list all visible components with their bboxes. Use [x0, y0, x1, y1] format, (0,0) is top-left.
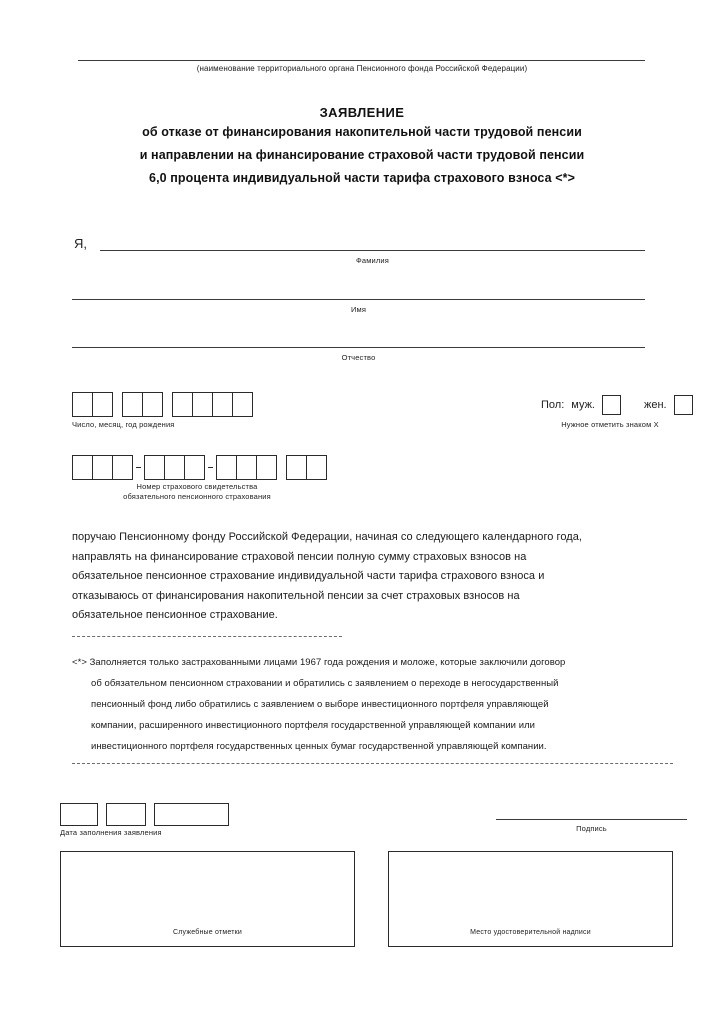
fill-date-field[interactable]	[60, 803, 229, 826]
official-marks-label: Служебные отметки	[173, 929, 242, 936]
snils-separator-2	[205, 455, 216, 480]
ya-label: Я,	[74, 236, 87, 251]
birth-date-cells[interactable]	[72, 392, 253, 417]
snils-g4-cell-2[interactable]	[306, 455, 327, 480]
fill-date-day-box[interactable]	[60, 803, 98, 826]
certification-panel[interactable]	[388, 851, 673, 947]
patronymic-caption: Отчество	[341, 353, 376, 362]
gender-female-label: жен.	[644, 399, 667, 411]
declaration-line-1: поручаю Пенсионному фонду Российской Федерации, начиная со следующего календарного года,	[72, 531, 583, 543]
footnote-line-3: пенсионный фонд либо обратились с заявлением о выборе инвестиционного портфеля управляющей	[91, 699, 549, 710]
fill-date-caption: Дата заполнения заявления	[60, 828, 162, 837]
birth-cells-gap-2	[163, 392, 172, 417]
org-name-caption: (наименование территориального органа Пенсионного фонда Российской Федерации)	[196, 64, 528, 73]
snils-g1-cell-3[interactable]	[112, 455, 133, 480]
gender-male-checkbox[interactable]	[602, 395, 621, 415]
birth-year-cell-1[interactable]	[172, 392, 193, 417]
org-name-rule	[78, 60, 645, 61]
birth-month-cell-2[interactable]	[142, 392, 163, 417]
birth-cells-gap-1	[113, 392, 122, 417]
signature-caption: Подпись	[576, 824, 607, 833]
footnote-block	[72, 652, 682, 757]
declaration-line-2: направлять на финансирование страховой пенсии полную сумму страховых взносов на	[72, 550, 527, 563]
birth-month-cell-1[interactable]	[122, 392, 143, 417]
snils-cells[interactable]	[72, 455, 327, 480]
birth-year-cell-2[interactable]	[192, 392, 213, 417]
birth-date-caption: Число, месяц, год рождения	[72, 420, 175, 429]
birth-year-cell-3[interactable]	[212, 392, 233, 417]
snils-caption-line-1: Номер страхового свидетельства	[136, 482, 258, 491]
footnote-line-4: компании, расширенного инвестиционного портфеля государственной управляющей компании или	[91, 720, 536, 731]
gender-field[interactable]	[541, 395, 693, 415]
signature-line[interactable]	[496, 819, 687, 820]
patronymic-input-line[interactable]	[72, 347, 645, 348]
birth-day-cell-2[interactable]	[92, 392, 113, 417]
official-marks-panel[interactable]	[60, 851, 355, 947]
birth-day-cell-1[interactable]	[72, 392, 93, 417]
footnote-line-1: <*> Заполняется только застрахованными лицами 1967 года рождения и моложе, которые заключили договор	[72, 657, 566, 668]
snils-g3-cell-3[interactable]	[256, 455, 277, 480]
gender-male-label: муж.	[571, 399, 595, 411]
page-subtitle-line-2: и направлении на финансирование страховой части трудовой пенсии	[139, 148, 585, 162]
long-dashed-divider	[72, 763, 673, 764]
surname-caption: Фамилия	[356, 256, 389, 265]
snils-g3-cell-2[interactable]	[236, 455, 257, 480]
declaration-line-3: обязательное пенсионное страхование индивидуальной части тарифа страхового взноса и	[72, 570, 545, 582]
gender-hint: Нужное отметить знаком Х	[561, 420, 659, 429]
snils-g2-cell-2[interactable]	[164, 455, 185, 480]
declaration-line-4: отказываюсь от финансирования накопительной пенсии за счет страховых взносов на	[72, 589, 520, 602]
footnote-line-5: инвестиционного портфеля государственных ценных бумаг государственной управляющей компании.	[91, 741, 547, 752]
snils-g1-cell-1[interactable]	[72, 455, 93, 480]
declaration-line-5: обязательное пенсионное страхование.	[72, 609, 278, 621]
snils-caption-line-2: обязательного пенсионного страхования	[123, 492, 271, 501]
gender-label: Пол:	[541, 399, 565, 411]
surname-input-line[interactable]	[100, 250, 645, 251]
fill-date-month-box[interactable]	[106, 803, 146, 826]
page-subtitle-line-3: 6,0 процента индивидуальной части тарифа страхового взноса <*>	[149, 171, 575, 185]
gender-female-checkbox[interactable]	[674, 395, 693, 415]
certification-label: Место удостоверительной надписи	[470, 929, 591, 936]
snils-separator-1	[133, 455, 144, 480]
birth-year-cell-4[interactable]	[232, 392, 253, 417]
short-dashed-divider	[72, 636, 342, 637]
snils-g2-cell-1[interactable]	[144, 455, 165, 480]
snils-g2-cell-3[interactable]	[184, 455, 205, 480]
declaration-paragraph	[72, 528, 672, 626]
page-title: ЗАЯВЛЕНИЕ	[319, 105, 405, 120]
fill-date-year-box[interactable]	[154, 803, 229, 826]
page-subtitle-line-1: об отказе от финансирования накопительной части трудовой пенсии	[142, 125, 582, 139]
firstname-caption: Имя	[350, 305, 367, 314]
snils-g4-cell-1[interactable]	[286, 455, 307, 480]
snils-g1-cell-2[interactable]	[92, 455, 113, 480]
footnote-line-2: об обязательном пенсионном страховании и обратились с заявлением о переходе в негосударственный	[91, 678, 559, 689]
firstname-input-line[interactable]	[72, 299, 645, 300]
snils-g3-cell-1[interactable]	[216, 455, 237, 480]
snils-cells-gap	[277, 455, 286, 480]
